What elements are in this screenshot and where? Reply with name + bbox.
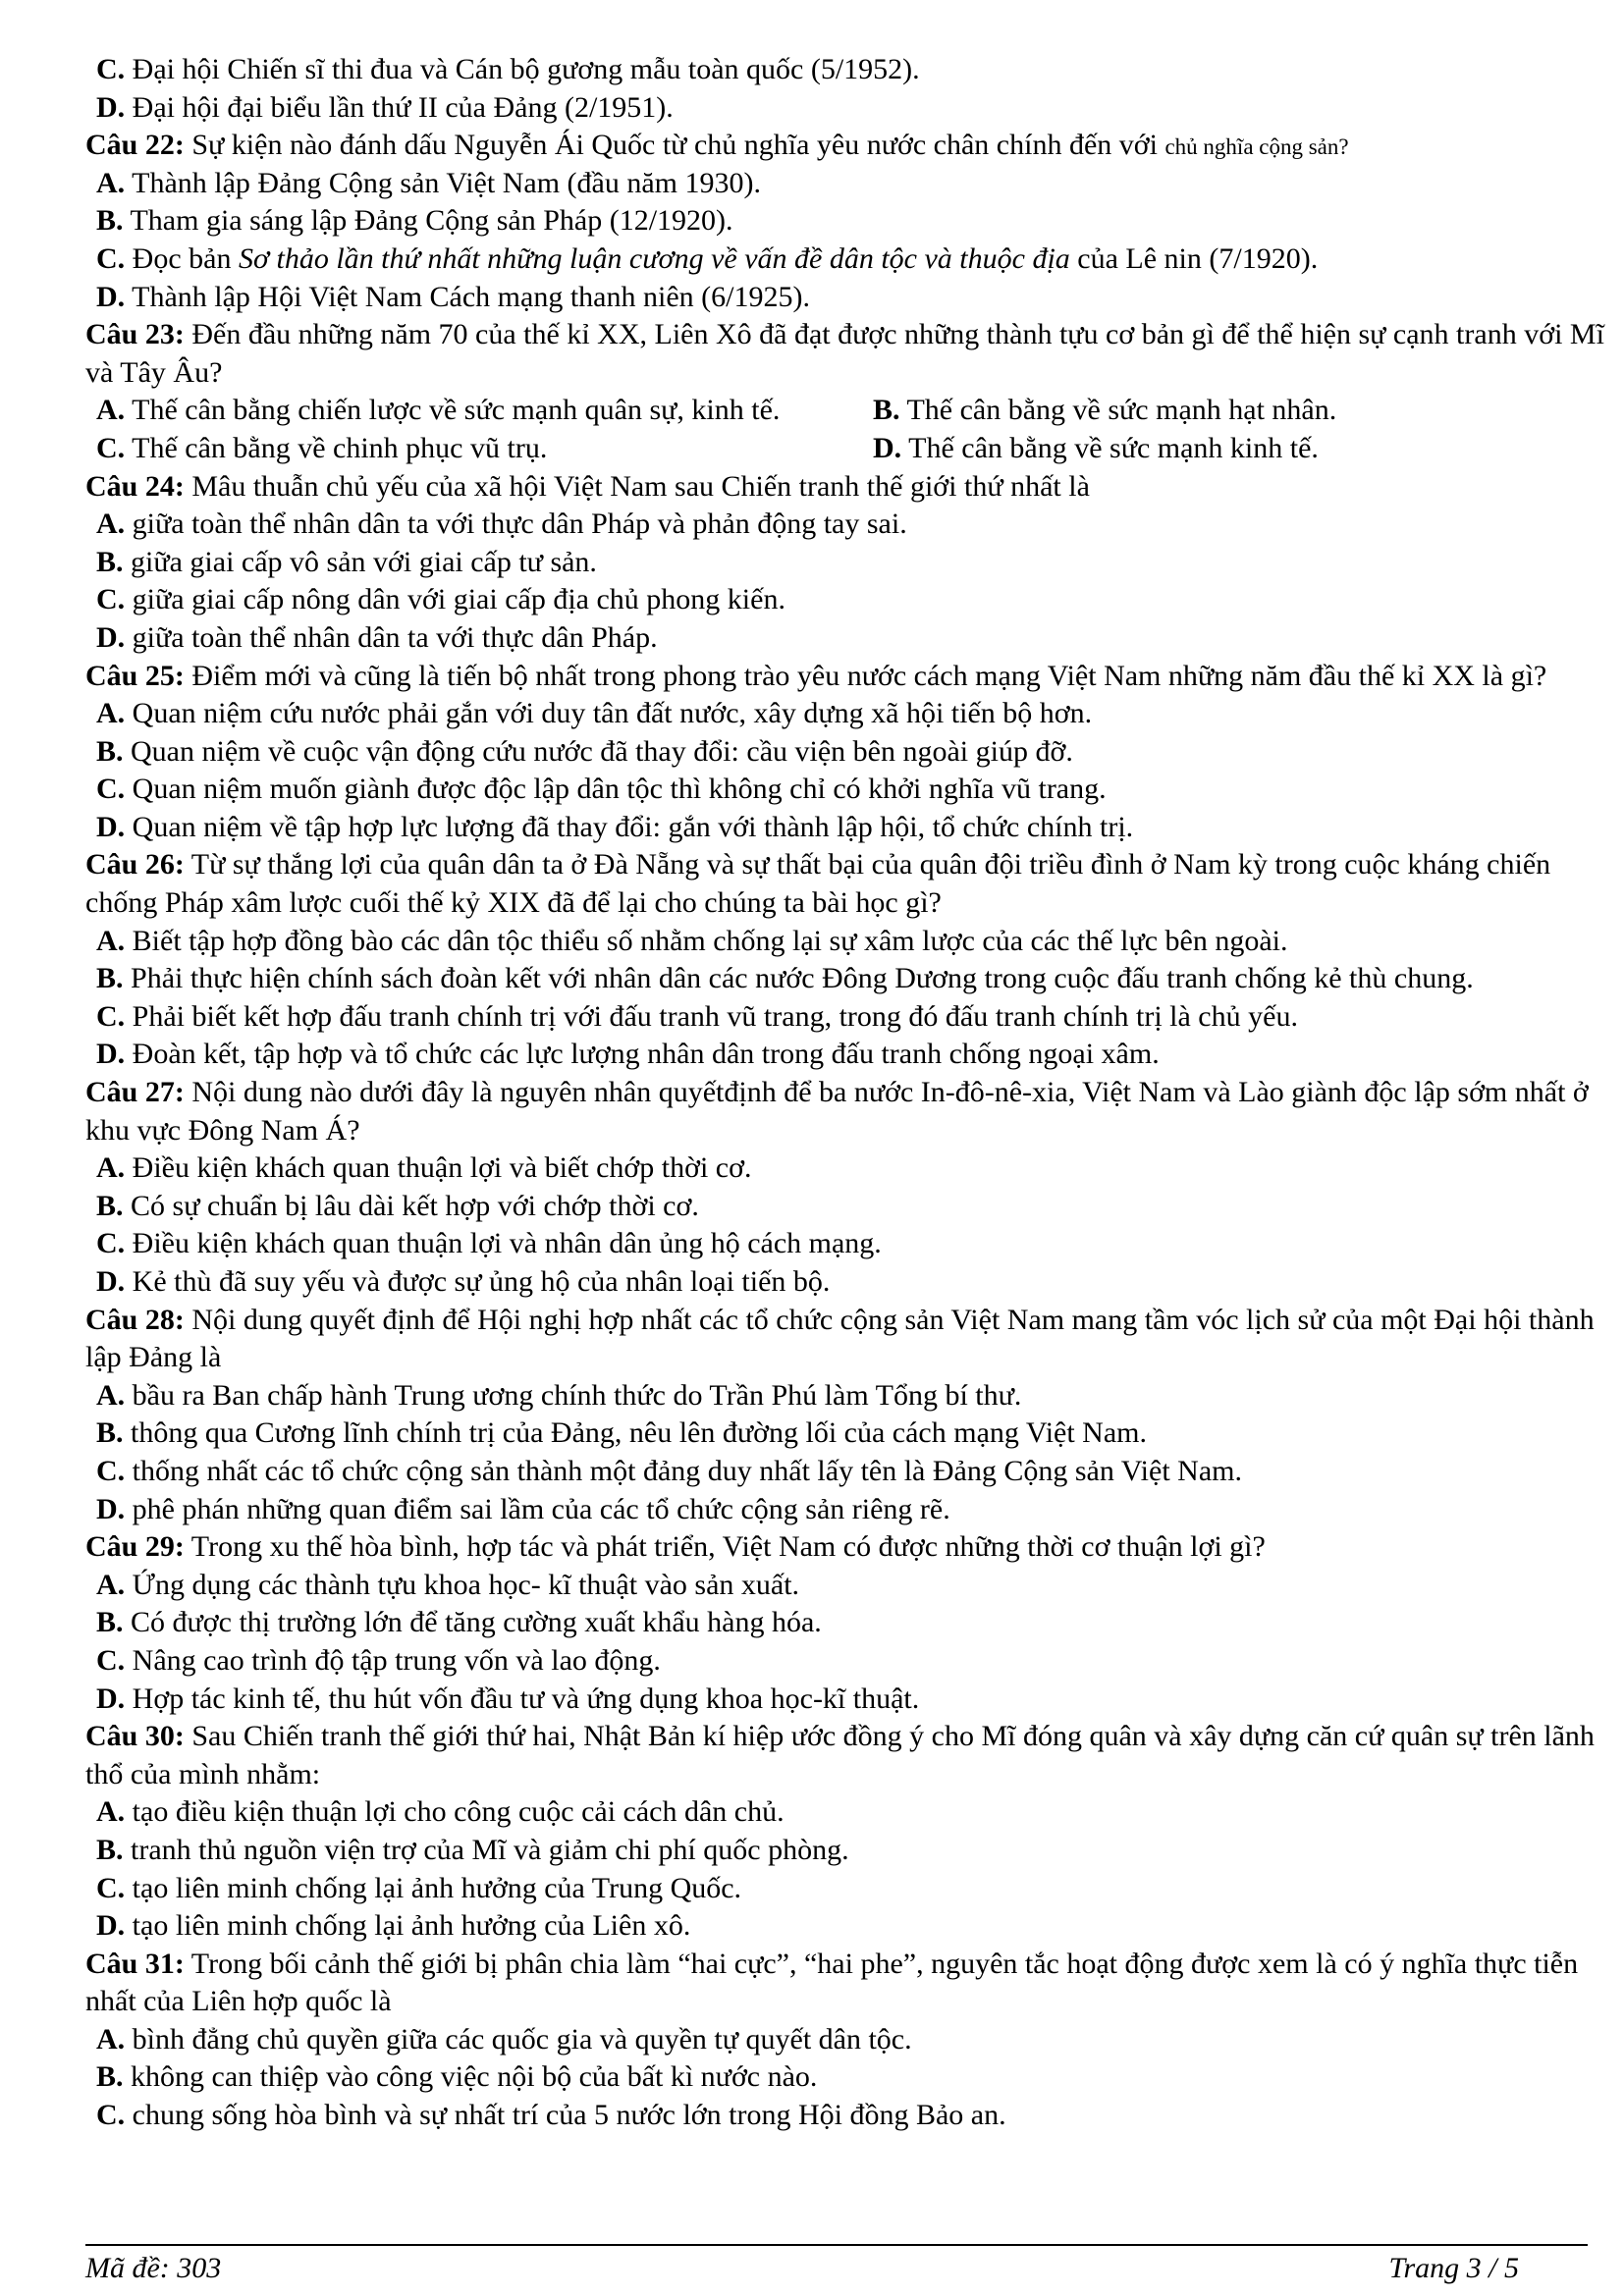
question-stem xyxy=(85,846,1607,922)
question-text: Nội dung quyết định để Hội nghị hợp nhất các tổ chức cộng sản Việt Nam mang tầm vóc lịch sử của một Đại hội thành lập Đảng là xyxy=(85,1303,1595,1374)
option-text-post: của Lê nin (7/1920). xyxy=(1069,241,1319,275)
question-number: Câu 22: xyxy=(85,129,185,162)
option-row xyxy=(85,430,1607,468)
question-25 xyxy=(85,658,1607,847)
question-stem xyxy=(85,1074,1607,1149)
option-line xyxy=(85,771,1607,809)
option-text: tranh thủ nguồn viện trợ của Mĩ và giảm chi phí quốc phòng. xyxy=(123,1833,849,1866)
option-label: A. xyxy=(96,1568,126,1601)
option-text: Thế cân bằng về sức mạnh hạt nhân. xyxy=(899,394,1337,427)
option-text: Quan niệm về cuộc vận động cứu nước đã thay đổi: cầu viện bên ngoài giúp đỡ. xyxy=(123,734,1073,768)
option-line xyxy=(85,923,1607,961)
option-label: C. xyxy=(96,1227,126,1260)
question-stem xyxy=(85,1718,1607,1793)
option-text: Biết tập hợp đồng bào các dân tộc thiểu số nhằm chống lại sự xâm lược của các thế lực bên ngoài. xyxy=(125,924,1288,957)
option-label: C. xyxy=(96,583,126,616)
question-text: Đến đầu những năm 70 của thế kỉ XX, Liên Xô đã đạt được những thành tựu cơ bản gì để thể hiện sự cạnh tranh với Mĩ và Tây Âu? xyxy=(85,318,1604,389)
question-text: Sau Chiến tranh thế giới thứ hai, Nhật Bản kí hiệp ước đồng ý cho Mĩ đóng quân và xây dựng căn cứ quân sự trên lãnh thổ của mình nhằm: xyxy=(85,1720,1595,1790)
option-text-pre: Đọc bản xyxy=(125,241,239,275)
option-line xyxy=(85,2058,1607,2097)
question-stem xyxy=(85,316,1607,392)
option-text: thông qua Cương lĩnh chính trị của Đảng, nêu lên đường lối của cách mạng Việt Nam. xyxy=(123,1416,1148,1450)
page-footer xyxy=(85,2250,1519,2287)
option-label: A. xyxy=(96,697,126,730)
option-label: D. xyxy=(96,1038,126,1071)
option-label: C. xyxy=(96,431,126,464)
option-cell xyxy=(873,430,1319,468)
option-label: D. xyxy=(96,280,126,313)
option-label: B. xyxy=(873,394,900,427)
option-line xyxy=(85,1642,1607,1681)
option-line xyxy=(85,695,1607,733)
question-22 xyxy=(85,127,1607,316)
option-text: giữa giai cấp nông dân với giai cấp địa chủ phong kiến. xyxy=(125,583,785,616)
option-label: C. xyxy=(96,773,126,806)
option-text: không can thiệp vào công việc nội bộ của bất kì nước nào. xyxy=(123,2060,818,2094)
option-text: Quan niệm về tập hợp lực lượng đã thay đổi: gắn với thành lập hội, tổ chức chính trị. xyxy=(125,810,1134,843)
option-text: Nâng cao trình độ tập trung vốn và lao động. xyxy=(125,1643,661,1677)
option-text: thống nhất các tổ chức cộng sản thành một đảng duy nhất lấy tên là Đảng Cộng sản Việt Nam. xyxy=(125,1454,1242,1487)
option-text: Thế cân bằng về sức mạnh kinh tế. xyxy=(901,431,1319,464)
question-stem xyxy=(85,1302,1607,1377)
option-line xyxy=(85,581,1607,619)
option-label: A. xyxy=(96,1378,126,1412)
option-label: B. xyxy=(96,1189,124,1222)
option-cell xyxy=(96,432,547,464)
option-text: Thành lập Hội Việt Nam Cách mạng thanh niên (6/1925). xyxy=(125,280,810,313)
option-text: Có sự chuẩn bị lâu dài kết hợp với chớp thời cơ. xyxy=(123,1189,699,1222)
question-29 xyxy=(85,1528,1607,1718)
question-number: Câu 31: xyxy=(85,1947,185,1980)
question-stem xyxy=(85,658,1607,696)
option-text: giữa toàn thể nhân dân ta với thực dân Pháp và phản động tay sai. xyxy=(125,507,907,541)
question-number: Câu 23: xyxy=(85,318,185,351)
option-text: bình đẳng chủ quyền giữa các quốc gia và quyền tự quyết dân tộc. xyxy=(125,2022,912,2056)
question-number: Câu 27: xyxy=(85,1076,185,1109)
option-text: phê phán những quan điểm sai lầm của các tổ chức cộng sản riêng rẽ. xyxy=(125,1492,950,1525)
question-number: Câu 26: xyxy=(85,848,185,881)
option-label: C. xyxy=(96,1454,126,1487)
option-line xyxy=(85,1377,1607,1415)
option-text: Đoàn kết, tập hợp và tổ chức các lực lượng nhân dân trong đấu tranh chống ngoại xâm. xyxy=(125,1038,1160,1071)
option-label: D. xyxy=(96,1265,126,1298)
exam-page xyxy=(85,51,1607,2135)
option-line xyxy=(85,279,1607,317)
option-label: B. xyxy=(96,2060,124,2094)
option-line xyxy=(85,809,1607,847)
question-number: Câu 25: xyxy=(85,659,185,692)
option-row xyxy=(85,392,1607,430)
option-line xyxy=(85,1832,1607,1870)
option-label: C. xyxy=(96,999,126,1033)
option-text: chung sống hòa bình và sự nhất trí của 5 nước lớn trong Hội đồng Bảo an. xyxy=(125,2099,1006,2132)
option-text: Đại hội đại biểu lần thứ II của Đảng (2/1951). xyxy=(125,90,674,124)
question-26 xyxy=(85,846,1607,1074)
option-line xyxy=(85,1188,1607,1226)
option-line xyxy=(85,2097,1607,2135)
question-text: Mâu thuẫn chủ yếu của xã hội Việt Nam sau Chiến tranh thế giới thứ nhất là xyxy=(184,469,1090,503)
question-stem xyxy=(85,1946,1607,2021)
option-label: D. xyxy=(96,1492,126,1525)
option-label: C. xyxy=(96,2099,126,2132)
option-label: D. xyxy=(96,1682,126,1715)
option-label: B. xyxy=(96,1606,124,1639)
option-line xyxy=(85,165,1607,203)
option-text: giữa toàn thể nhân dân ta với thực dân Pháp. xyxy=(125,620,658,654)
option-text: Phải biết kết hợp đấu tranh chính trị với đấu tranh vũ trang, trong đó đấu tranh chính trị là chủ yếu. xyxy=(125,999,1298,1033)
option-line xyxy=(85,1604,1607,1642)
question-30 xyxy=(85,1718,1607,1946)
question-number: Câu 28: xyxy=(85,1303,185,1336)
option-label: A. xyxy=(96,507,126,541)
option-line xyxy=(85,506,1607,544)
option-text: Kẻ thù đã suy yếu và được sự ủng hộ của nhân loại tiến bộ. xyxy=(125,1265,831,1298)
question-text: Trong xu thế hòa bình, hợp tác và phát triển, Việt Nam có được những thời cơ thuận lợi gì? xyxy=(184,1530,1266,1564)
option-line xyxy=(85,1036,1607,1074)
exam-code: Mã đề: 303 xyxy=(85,2252,222,2284)
option-line xyxy=(85,202,1607,240)
option-label: C. xyxy=(96,241,126,275)
option-label: D. xyxy=(96,1909,126,1943)
option-text: Hợp tác kinh tế, thu hút vốn đầu tư và ứng dụng khoa học-kĩ thuật. xyxy=(125,1682,920,1715)
option-line xyxy=(85,89,1607,128)
option-text: giữa giai cấp vô sản với giai cấp tư sản. xyxy=(123,545,597,578)
option-text: Có được thị trường lớn để tăng cường xuất khẩu hàng hóa. xyxy=(123,1606,822,1639)
option-line xyxy=(85,733,1607,772)
question-31 xyxy=(85,1946,1607,2135)
option-label: C. xyxy=(96,1871,126,1904)
option-label: A. xyxy=(96,1151,126,1185)
page-number: Trang 3 / 5 xyxy=(1388,2252,1519,2284)
question-24 xyxy=(85,468,1607,658)
option-label: A. xyxy=(96,1795,126,1829)
option-label: B. xyxy=(96,734,124,768)
option-label: B. xyxy=(96,204,124,238)
option-line xyxy=(85,1907,1607,1946)
option-label: B. xyxy=(96,962,124,995)
question-text: Từ sự thắng lợi của quân dân ta ở Đà Nẵng và sự thất bại của quân đội triều đình ở Nam kỳ trong cuộc kháng chiến chống Pháp xâm lược cuối thế kỷ XIX đã để lại cho chúng ta bài học gì? xyxy=(85,848,1551,920)
option-line xyxy=(85,1263,1607,1302)
option-text: tạo liên minh chống lại ảnh hưởng của Liên xô. xyxy=(125,1909,691,1943)
question-number: Câu 29: xyxy=(85,1530,185,1564)
question-text: Trong bối cảnh thế giới bị phân chia làm “hai cực”, “hai phe”, nguyên tắc hoạt động được xem là có ý nghĩa thực tiễn nhất của Liên hợp quốc là xyxy=(85,1947,1579,2018)
option-text: Thành lập Đảng Cộng sản Việt Nam (đầu năm 1930). xyxy=(125,166,761,199)
option-line xyxy=(85,960,1607,998)
option-label: D. xyxy=(96,620,126,654)
question-text: Điểm mới và cũng là tiến bộ nhất trong phong trào yêu nước cách mạng Việt Nam những năm đầu thế kỉ XX là gì? xyxy=(184,659,1547,692)
question-text-small: chủ nghĩa cộng sản? xyxy=(1164,134,1349,160)
question-stem xyxy=(85,468,1607,507)
option-line xyxy=(85,1567,1607,1605)
option-line xyxy=(85,240,1607,279)
option-text: Tham gia sáng lập Đảng Cộng sản Pháp (12/1920). xyxy=(123,204,733,238)
option-text: Điều kiện khách quan thuận lợi và nhân dân ủng hộ cách mạng. xyxy=(125,1227,882,1260)
option-text: bầu ra Ban chấp hành Trung ương chính thức do Trần Phú làm Tổng bí thư. xyxy=(125,1378,1022,1412)
option-line xyxy=(85,1681,1607,1719)
option-cell xyxy=(96,394,780,426)
option-text: Đại hội Chiến sĩ thi đua và Cán bộ gương mẫu toàn quốc (5/1952). xyxy=(125,53,920,85)
option-line xyxy=(85,1453,1607,1491)
option-label: D. xyxy=(96,90,126,124)
option-line xyxy=(85,1491,1607,1529)
option-label: A. xyxy=(96,2022,126,2056)
option-label: D. xyxy=(873,431,902,464)
footer-divider xyxy=(85,2244,1588,2246)
option-line xyxy=(85,1415,1607,1453)
option-line xyxy=(85,1225,1607,1263)
option-text: tạo điều kiện thuận lợi cho công cuộc cải cách dân chủ. xyxy=(125,1795,785,1829)
option-text: Quan niệm cứu nước phải gắn với duy tân đất nước, xây dựng xã hội tiến bộ hơn. xyxy=(125,697,1093,730)
option-text: Thế cân bằng chiến lược về sức mạnh quân sự, kinh tế. xyxy=(125,394,781,427)
option-cell xyxy=(873,392,1336,430)
option-line xyxy=(85,51,1607,89)
option-label: C. xyxy=(96,53,126,85)
option-line xyxy=(85,1870,1607,1908)
question-stem xyxy=(85,1528,1607,1567)
document-title-italic: Sơ thảo lần thứ nhất những luận cương về vấn đề dân tộc và thuộc địa xyxy=(238,241,1070,275)
option-text: Ứng dụng các thành tựu khoa học- kĩ thuật vào sản xuất. xyxy=(125,1568,800,1601)
option-label: B. xyxy=(96,545,124,578)
question-text: Nội dung nào dưới đây là nguyên nhân quyếtđịnh để ba nước In-đô-nê-xia, Việt Nam và Lào giành độc lập sớm nhất ở khu vực Đông Nam Á? xyxy=(85,1076,1589,1147)
question-number: Câu 24: xyxy=(85,469,185,503)
question-stem xyxy=(85,127,1607,165)
option-text: Quan niệm muốn giành được độc lập dân tộc thì không chỉ có khởi nghĩa vũ trang. xyxy=(125,773,1107,806)
question-text: Sự kiện nào đánh dấu Nguyễn Ái Quốc từ chủ nghĩa yêu nước chân chính đến với xyxy=(184,129,1165,162)
option-text: tạo liên minh chống lại ảnh hưởng của Trung Quốc. xyxy=(125,1871,742,1904)
option-line xyxy=(85,544,1607,582)
option-label: A. xyxy=(96,924,126,957)
option-line xyxy=(85,1793,1607,1832)
option-label: C. xyxy=(96,1643,126,1677)
option-label: D. xyxy=(96,810,126,843)
option-label: B. xyxy=(96,1833,124,1866)
option-line xyxy=(85,998,1607,1037)
option-text: Thế cân bằng về chinh phục vũ trụ. xyxy=(125,431,548,464)
question-23 xyxy=(85,316,1607,467)
option-label: A. xyxy=(96,166,126,199)
option-label: A. xyxy=(96,394,126,427)
option-label: B. xyxy=(96,1416,124,1450)
question-number: Câu 30: xyxy=(85,1720,185,1753)
option-line xyxy=(85,1149,1607,1188)
question-28 xyxy=(85,1302,1607,1529)
question-27 xyxy=(85,1074,1607,1302)
option-text: Điều kiện khách quan thuận lợi và biết chớp thời cơ. xyxy=(125,1151,752,1185)
option-text: Phải thực hiện chính sách đoàn kết với nhân dân các nước Đông Dương trong cuộc đấu tranh chống kẻ thù chung. xyxy=(123,962,1474,995)
option-line xyxy=(85,2021,1607,2059)
option-line xyxy=(85,619,1607,658)
